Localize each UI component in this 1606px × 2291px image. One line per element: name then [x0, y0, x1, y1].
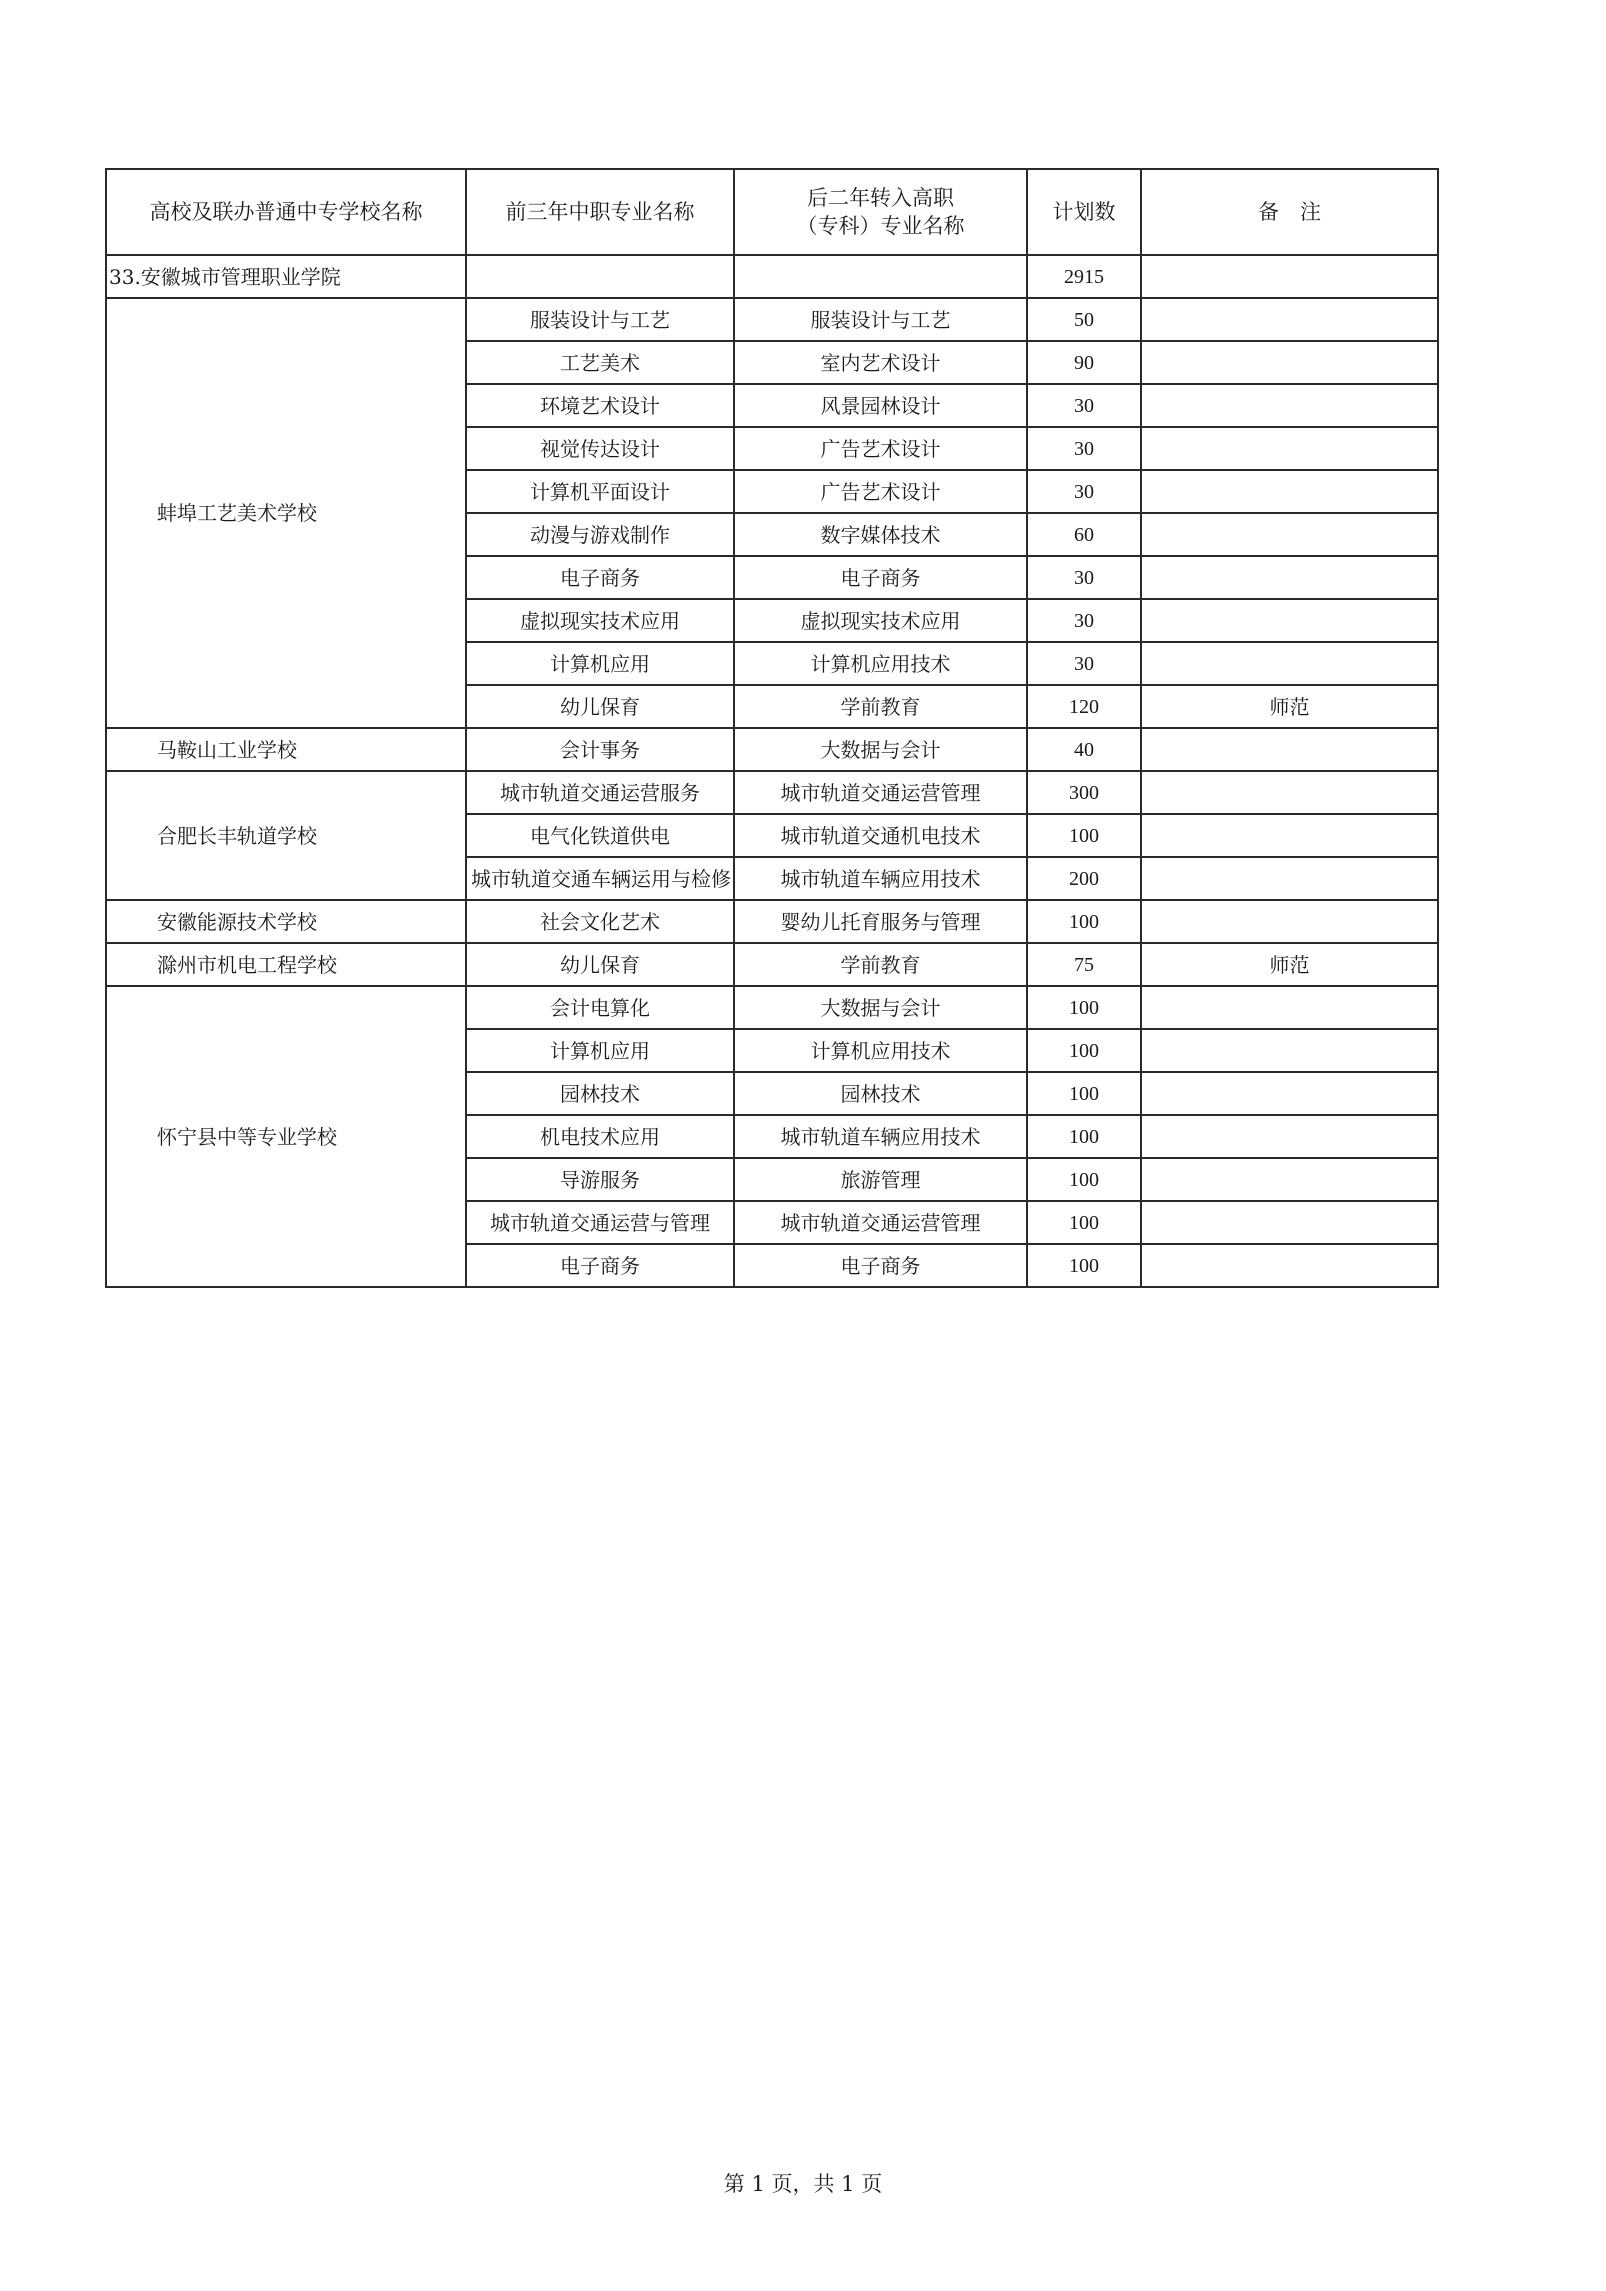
remarks: [1141, 298, 1438, 341]
header-remarks: 备 注: [1141, 169, 1438, 255]
secondary-major: 计算机应用: [466, 1029, 734, 1072]
header-higher-major-line2: （专科）专业名称: [796, 214, 965, 238]
college-row: [106, 255, 1438, 298]
secondary-major: 园林技术: [466, 1072, 734, 1115]
secondary-major: 会计事务: [466, 728, 734, 771]
plan-count: 300: [1027, 771, 1141, 814]
remarks: [1141, 1244, 1438, 1287]
plan-count: 30: [1027, 556, 1141, 599]
table-row: [106, 986, 1438, 1029]
plan-count: 100: [1027, 1029, 1141, 1072]
secondary-major: 计算机应用: [466, 642, 734, 685]
table-row: [106, 771, 1438, 814]
remarks: [1141, 513, 1438, 556]
plan-count: 100: [1027, 1158, 1141, 1201]
higher-major: 园林技术: [734, 1072, 1027, 1115]
secondary-major: 幼儿保育: [466, 943, 734, 986]
remarks: [1141, 986, 1438, 1029]
secondary-major: 工艺美术: [466, 341, 734, 384]
plan-count: 30: [1027, 599, 1141, 642]
header-higher-major-line1: 后二年转入高职: [807, 186, 954, 210]
remarks: [1141, 1072, 1438, 1115]
remarks: [1141, 599, 1438, 642]
enrollment-plan-sheet: [105, 168, 1437, 1288]
higher-major: 虚拟现实技术应用: [734, 599, 1027, 642]
remarks: 师范: [1141, 943, 1438, 986]
secondary-major: 计算机平面设计: [466, 470, 734, 513]
secondary-major: 城市轨道交通运营与管理: [466, 1201, 734, 1244]
secondary-major: 虚拟现实技术应用: [466, 599, 734, 642]
college-remarks-empty: [1141, 255, 1438, 298]
table-row: [106, 298, 1438, 341]
plan-count: 75: [1027, 943, 1141, 986]
plan-count: 40: [1027, 728, 1141, 771]
higher-major: 旅游管理: [734, 1158, 1027, 1201]
table-row: [106, 728, 1438, 771]
higher-major: 广告艺术设计: [734, 470, 1027, 513]
college-total: 2915: [1027, 255, 1141, 298]
remarks: [1141, 470, 1438, 513]
higher-major: 服装设计与工艺: [734, 298, 1027, 341]
page-footer: 第 1 页，共 1 页: [723, 2172, 883, 2196]
header-higher-major: [734, 169, 1027, 255]
secondary-major: 动漫与游戏制作: [466, 513, 734, 556]
remarks: [1141, 556, 1438, 599]
secondary-major: 机电技术应用: [466, 1115, 734, 1158]
higher-major: 大数据与会计: [734, 986, 1027, 1029]
plan-count: 100: [1027, 1244, 1141, 1287]
secondary-major: 会计电算化: [466, 986, 734, 1029]
plan-count: 100: [1027, 986, 1141, 1029]
secondary-major: 导游服务: [466, 1158, 734, 1201]
higher-major: 城市轨道车辆应用技术: [734, 857, 1027, 900]
remarks: [1141, 341, 1438, 384]
school-name: 马鞍山工业学校: [106, 728, 466, 771]
plan-count: 30: [1027, 470, 1141, 513]
plan-count: 30: [1027, 427, 1141, 470]
higher-major: 大数据与会计: [734, 728, 1027, 771]
college-secondary-empty: [466, 255, 734, 298]
plan-count: 120: [1027, 685, 1141, 728]
secondary-major: 电子商务: [466, 1244, 734, 1287]
higher-major: 计算机应用技术: [734, 1029, 1027, 1072]
school-name: 合肥长丰轨道学校: [106, 771, 466, 900]
remarks: [1141, 384, 1438, 427]
remarks: [1141, 814, 1438, 857]
secondary-major: 视觉传达设计: [466, 427, 734, 470]
higher-major: 学前教育: [734, 685, 1027, 728]
remarks: [1141, 1158, 1438, 1201]
plan-count: 90: [1027, 341, 1141, 384]
plan-count: 30: [1027, 384, 1141, 427]
secondary-major: 电子商务: [466, 556, 734, 599]
secondary-major: 服装设计与工艺: [466, 298, 734, 341]
remarks: [1141, 857, 1438, 900]
table-row: [106, 900, 1438, 943]
enrollment-plan-table: [105, 168, 1439, 1288]
plan-count: 100: [1027, 814, 1141, 857]
college-name: 33.安徽城市管理职业学院: [106, 255, 466, 298]
remarks: [1141, 1115, 1438, 1158]
school-name: 滁州市机电工程学校: [106, 943, 466, 986]
college-higher-empty: [734, 255, 1027, 298]
school-name: 蚌埠工艺美术学校: [106, 298, 466, 728]
secondary-major: 社会文化艺术: [466, 900, 734, 943]
plan-count: 100: [1027, 1072, 1141, 1115]
higher-major: 电子商务: [734, 556, 1027, 599]
plan-count: 100: [1027, 900, 1141, 943]
secondary-major: 幼儿保育: [466, 685, 734, 728]
higher-major: 婴幼儿托育服务与管理: [734, 900, 1027, 943]
plan-count: 100: [1027, 1201, 1141, 1244]
higher-major: 室内艺术设计: [734, 341, 1027, 384]
secondary-major: 城市轨道交通车辆运用与检修: [466, 857, 734, 900]
higher-major: 城市轨道交通机电技术: [734, 814, 1027, 857]
secondary-major: 环境艺术设计: [466, 384, 734, 427]
table-body: [106, 255, 1438, 1287]
school-name: 安徽能源技术学校: [106, 900, 466, 943]
higher-major: 城市轨道交通运营管理: [734, 771, 1027, 814]
remarks: [1141, 427, 1438, 470]
header-school: 高校及联办普通中专学校名称: [106, 169, 466, 255]
plan-count: 100: [1027, 1115, 1141, 1158]
higher-major: 电子商务: [734, 1244, 1027, 1287]
higher-major: 广告艺术设计: [734, 427, 1027, 470]
higher-major: 城市轨道车辆应用技术: [734, 1115, 1027, 1158]
higher-major: 计算机应用技术: [734, 642, 1027, 685]
plan-count: 200: [1027, 857, 1141, 900]
remarks: [1141, 771, 1438, 814]
school-name: 怀宁县中等专业学校: [106, 986, 466, 1287]
remarks: [1141, 642, 1438, 685]
higher-major: 学前教育: [734, 943, 1027, 986]
higher-major: 风景园林设计: [734, 384, 1027, 427]
plan-count: 60: [1027, 513, 1141, 556]
header-secondary-major: 前三年中职专业名称: [466, 169, 734, 255]
table-header-row: [106, 169, 1438, 255]
remarks: [1141, 1201, 1438, 1244]
secondary-major: 城市轨道交通运营服务: [466, 771, 734, 814]
remarks: [1141, 900, 1438, 943]
remarks: 师范: [1141, 685, 1438, 728]
higher-major: 数字媒体技术: [734, 513, 1027, 556]
plan-count: 50: [1027, 298, 1141, 341]
secondary-major: 电气化铁道供电: [466, 814, 734, 857]
header-plan: 计划数: [1027, 169, 1141, 255]
table-row: [106, 943, 1438, 986]
plan-count: 30: [1027, 642, 1141, 685]
remarks: [1141, 728, 1438, 771]
remarks: [1141, 1029, 1438, 1072]
higher-major: 城市轨道交通运营管理: [734, 1201, 1027, 1244]
